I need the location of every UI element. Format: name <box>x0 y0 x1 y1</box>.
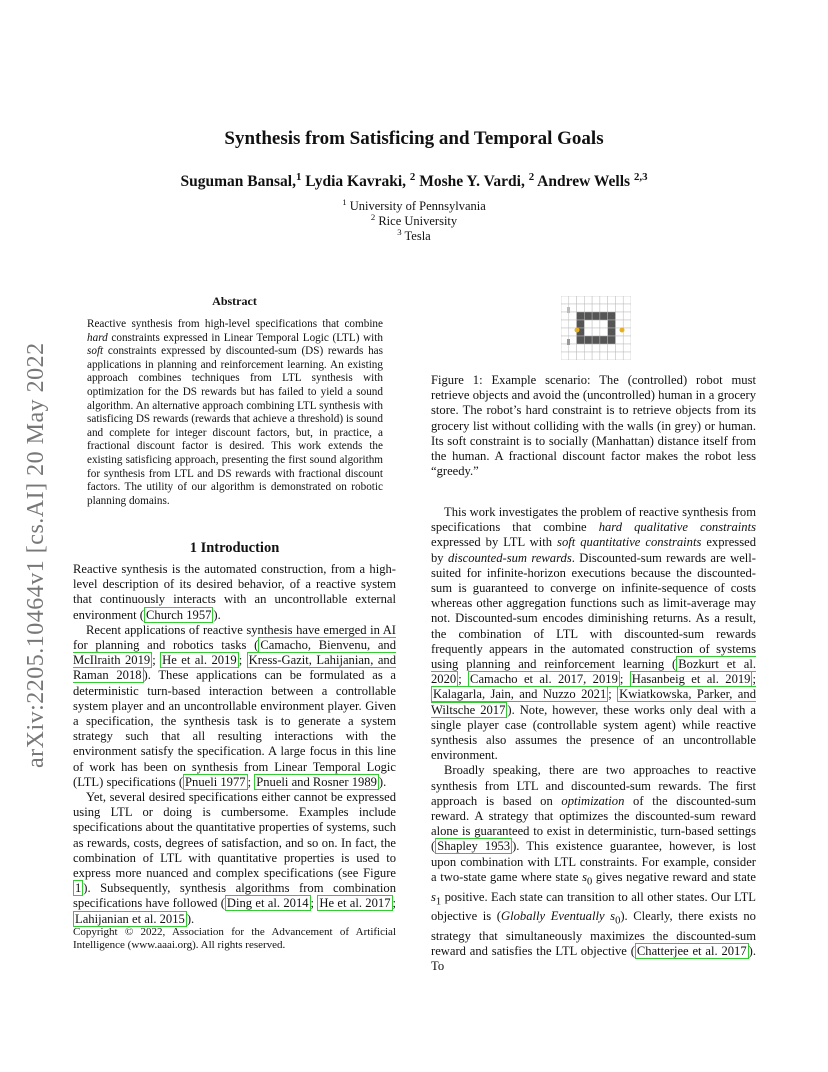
citation-link[interactable]: Kalagarla, Jain, and Nuzzo 2021 <box>433 687 607 702</box>
paragraph <box>73 562 396 623</box>
author-name: Lydia Kavraki, <box>301 173 410 190</box>
human-marker <box>567 307 570 313</box>
citation-link[interactable]: Kress-Gazit, Lahijanian, and Raman 2018 <box>73 653 396 683</box>
text: ; <box>608 687 618 702</box>
grid-cell <box>623 328 631 336</box>
grid-cell <box>623 344 631 352</box>
text: Recent applications of reactive synthesis have emerged in AI for planning and robotics tasks ( <box>73 622 396 653</box>
grid-cell <box>584 344 592 352</box>
grid-cell <box>569 320 577 328</box>
wall-cell <box>584 336 592 344</box>
text: ; <box>619 672 630 687</box>
wall-cell <box>584 312 592 320</box>
emphasis: soft quantitative constraints <box>557 535 702 550</box>
wall-cell <box>608 328 616 336</box>
grid-cell <box>569 352 577 360</box>
grid-cell <box>623 296 631 304</box>
figure-grid-world <box>561 296 631 360</box>
text: Broadly speaking, there are two approaches to reactive synthesis from LTL and discounted-sum rewards. The first approach is based on <box>431 763 756 808</box>
text: ). This existence guarantee, however, is lost upon combination with LTL constraints. For example, consider a two-state game where state <box>431 839 756 884</box>
affiliation-name: University of Pennsylvania <box>346 199 486 213</box>
citation-link[interactable]: Pnueli 1977 <box>185 774 246 789</box>
paragraph <box>73 623 396 790</box>
text: ). These applications can be formulated as a deterministic turn-based interaction between a controllable system player and an uncontrollable environment player. Given a specification, the synthesis task is to generate a system strategy such that all resulting interactions with the environment satisfy the specification. A large focus in this line of work has been on synthesis from Linear Temporal Logic (LTL) specifications ( <box>73 668 396 789</box>
citation-link[interactable]: Pnueli and Rosner 1989 <box>256 774 377 789</box>
math-subscript: 0 <box>587 876 593 888</box>
citation-link[interactable]: Camacho, Bienvenu, and McIlraith 2019 <box>73 638 397 668</box>
citation-link[interactable]: Chatterjee et al. 2017 <box>636 944 747 959</box>
text: ; <box>752 672 756 687</box>
grid-cell <box>600 344 608 352</box>
abstract-text: constraints expressed in Linear Temporal Logic (LTL) with <box>107 331 383 344</box>
grid-cell <box>600 328 608 336</box>
math-subscript: 0 <box>615 915 621 927</box>
grid-cell <box>569 296 577 304</box>
emphasis: optimization <box>561 793 625 808</box>
text: ; <box>310 896 318 911</box>
grocery-item-right <box>620 328 625 333</box>
grid-cell <box>592 344 600 352</box>
grid-cell <box>584 320 592 328</box>
affiliation-list <box>0 196 828 244</box>
grid-cell <box>615 352 623 360</box>
wall-cell <box>600 312 608 320</box>
author-list <box>0 170 828 191</box>
figure-caption: Figure 1: Example scenario: The (controlled) robot must retrieve objects and avoid the (uncontrolled) human in a grocery store. The robot’s hard constraint is to retrieve objects from its grocery list without colliding with the walls (in grey) or human. Its soft constraint is to socially (Manhattan) distance itself from the human. A fractional discount factor makes the robot less “greedy.” <box>431 373 756 479</box>
grid-cell <box>623 320 631 328</box>
grid-cell <box>600 296 608 304</box>
citation-link[interactable]: He et al. 2017 <box>319 896 391 911</box>
grid-cell <box>592 352 600 360</box>
grid-cell <box>600 304 608 312</box>
grid-cell <box>569 312 577 320</box>
affiliation-mark: 2 <box>370 211 376 222</box>
grid-cell <box>592 296 600 304</box>
section-heading-introduction: 1 Introduction <box>189 540 280 556</box>
affiliation-name: Tesla <box>401 229 431 243</box>
text: ). Clearly, there exists no strategy that simultaneously maximizes the discounted-sum reward and satisfies the LTL objective ( <box>431 909 756 959</box>
citation-link[interactable]: Shapley 1953 <box>437 839 511 854</box>
introduction-body <box>73 562 396 927</box>
grid-cell <box>615 320 623 328</box>
emphasis: discounted-sum rewards <box>447 550 572 565</box>
citation-link[interactable]: He et al. 2019 <box>162 653 237 668</box>
text: ). <box>213 607 221 622</box>
wall-cell <box>577 336 585 344</box>
text: ). Note, however, these works only deal with a single player case (controllable system agent) while reactive synthesis also assumes the presence of an uncontrollable environment. <box>431 702 757 763</box>
grid-cell <box>577 304 585 312</box>
affiliation-mark: 3 <box>397 226 402 237</box>
grid-cell <box>592 320 600 328</box>
wall-cell <box>600 336 608 344</box>
author-name: Moshe Y. Vardi, <box>415 173 529 190</box>
affiliation-mark: 1 <box>342 196 347 207</box>
grid-cell <box>623 304 631 312</box>
grid-cell <box>608 344 616 352</box>
paragraph <box>431 505 756 763</box>
text: ; <box>247 774 255 789</box>
math-subscript: 1 <box>435 896 442 908</box>
math-formula: Globally Eventually s <box>501 909 616 924</box>
grid-cell <box>600 320 608 328</box>
grid-cell <box>623 312 631 320</box>
paragraph <box>73 790 396 927</box>
grid-cell <box>615 344 623 352</box>
math-symbol: s <box>431 889 436 904</box>
text: ; <box>458 672 469 687</box>
text: ; <box>392 896 396 911</box>
grid-cell <box>561 328 569 336</box>
abstract-heading: Abstract <box>212 294 257 308</box>
abstract-emphasis: soft <box>87 345 104 358</box>
grid-cell <box>577 352 585 360</box>
grid-cell <box>608 352 616 360</box>
robot-marker <box>567 339 570 345</box>
abstract-emphasis: hard <box>87 331 108 344</box>
citation-link[interactable]: Kwiatkowska, Parker, and Wiltsche 2017 <box>431 687 756 717</box>
citation-link[interactable]: Church 1957 <box>146 607 212 622</box>
author-name: Andrew Wells <box>534 173 634 190</box>
grid-cell <box>615 336 623 344</box>
grid-cell <box>577 344 585 352</box>
math-symbol: s <box>582 869 588 884</box>
citation-link[interactable]: Camacho et al. 2017, 2019 <box>470 672 618 687</box>
arxiv-side-stamp <box>22 284 50 768</box>
abstract-body <box>87 318 383 508</box>
grid-cell <box>569 344 577 352</box>
text: ). <box>186 911 195 926</box>
text: ). <box>378 774 387 789</box>
grid-cell <box>584 296 592 304</box>
abstract-text: Reactive synthesis from high-level specifications that combine <box>87 318 383 330</box>
text: Reactive synthesis is the automated construction, from a high-level description of its desired behavior, of a reactive system that continuously interacts with an uncontrollable external environment ( <box>73 562 396 622</box>
grid-cell <box>584 328 592 336</box>
grid-cell <box>615 312 623 320</box>
affiliation <box>0 211 828 229</box>
grid-cell <box>592 328 600 336</box>
affiliation-mark: 2,3 <box>633 170 648 183</box>
affiliation-mark: 2 <box>409 170 416 183</box>
text: expressed by <box>431 535 757 565</box>
wall-cell <box>592 336 600 344</box>
citation-link[interactable]: Ding et al. 2014 <box>226 896 309 911</box>
citation-link[interactable]: Lahijanian et al. 2015 <box>75 911 185 926</box>
emphasis: hard qualitative constraints <box>598 520 757 535</box>
text: ). To <box>431 944 756 974</box>
affiliation <box>0 226 828 244</box>
grid-cell <box>600 352 608 360</box>
grocery-item-left <box>575 328 580 333</box>
grid-cell <box>615 296 623 304</box>
text: ). Subsequently, synthesis algorithms from combination specifications have followed ( <box>73 881 396 911</box>
grid-cell <box>561 312 569 320</box>
text: positive. Each state can transition to all other states. Our LTL objective is ( <box>431 889 756 924</box>
grid-cell <box>561 320 569 328</box>
citation-link[interactable]: Hasanbeig et al. 2019 <box>631 672 751 687</box>
author-name: Suguman Bansal, <box>180 173 296 190</box>
grid-cell <box>608 304 616 312</box>
affiliation-mark: 2 <box>528 170 535 183</box>
text: This work investigates the problem of reactive synthesis from specifications that combine <box>431 505 756 535</box>
wall-cell <box>577 312 585 320</box>
affiliation-mark: 1 <box>295 170 302 183</box>
affiliation <box>0 196 828 214</box>
figure-link[interactable]: 1 <box>75 881 82 896</box>
grid-cell <box>592 304 600 312</box>
wall-cell <box>577 320 585 328</box>
grid-cell <box>561 296 569 304</box>
text: Yet, several desired specifications either cannot be expressed using LTL or doing is cumbersome. Examples include specifications about the quantitative properties of systems, such as rewards, costs, degrees of satisfaction, and so on. In fact, the combination of LTL with quantitative properties is used to express more nuanced and complex specifications (see Figure <box>73 790 396 881</box>
paper-title: Synthesis from Satisficing and Temporal Goals <box>224 128 604 149</box>
wall-cell <box>592 312 600 320</box>
grid-cell <box>584 304 592 312</box>
grid-cell <box>615 304 623 312</box>
paragraph <box>431 763 756 974</box>
text: of the discounted-sum reward. A strategy that optimizes the discounted-sum reward alone is guaranteed to exist in deterministic, turn-based settings ( <box>431 793 756 854</box>
arxiv-identifier: arXiv:2205.10464v1 [cs.AI] 20 May 2022 <box>23 342 49 768</box>
grid-cell <box>561 344 569 352</box>
grid-cell <box>608 296 616 304</box>
abstract-text: constraints expressed by discounted-sum (DS) rewards has applications in planning and reinforcement learning. An existing approach combines techniques from LTL synthesis with optimization for the DS rewards but has failed to yield a sound algorithm. An alternative approach combining LTL synthesis with satisficing DS rewards (rewards that achieve a threshold) is sound and complete for integer discount factors, but, in practice, a fractional discount factor is desired. This work extends the existing satisficing approach, presenting the first sound algorithm for synthesis from LTL and DS rewards with fractional discount factors. The utility of our algorithm is demonstrated on robotic planning domains. <box>87 345 383 507</box>
right-column-body <box>431 505 756 975</box>
text: ; <box>238 653 247 668</box>
grid-cell <box>584 352 592 360</box>
text: ; <box>152 653 161 668</box>
text: gives negative reward and state <box>592 869 756 884</box>
wall-cell <box>608 336 616 344</box>
grid-cell <box>577 296 585 304</box>
grid-cell <box>623 352 631 360</box>
affiliation-name: Rice University <box>375 214 458 228</box>
wall-cell <box>608 312 616 320</box>
text: . Discounted-sum rewards are well-suited for infinite-horizon executions because the discounted-sum is guaranteed to converge on infinite-sequence of costs whereas other aggregation functions such as limit-average may not. Discounted-sum encodes diminishing returns. As a result, the combination of LTL with discounted-sum rewards frequently appears in the automated construction of systems using planning and reinforcement learning ( <box>431 550 756 672</box>
citation-link[interactable]: Bozkurt et al. 2020 <box>431 657 756 687</box>
copyright-notice: Copyright © 2022, Association for the Advancement of Artificial Intelligence (www.aaai.org). All rights reserved. <box>73 926 396 952</box>
grid-cell <box>623 336 631 344</box>
wall-cell <box>608 320 616 328</box>
grid-cell <box>561 352 569 360</box>
text: expressed by LTL with <box>431 535 558 550</box>
